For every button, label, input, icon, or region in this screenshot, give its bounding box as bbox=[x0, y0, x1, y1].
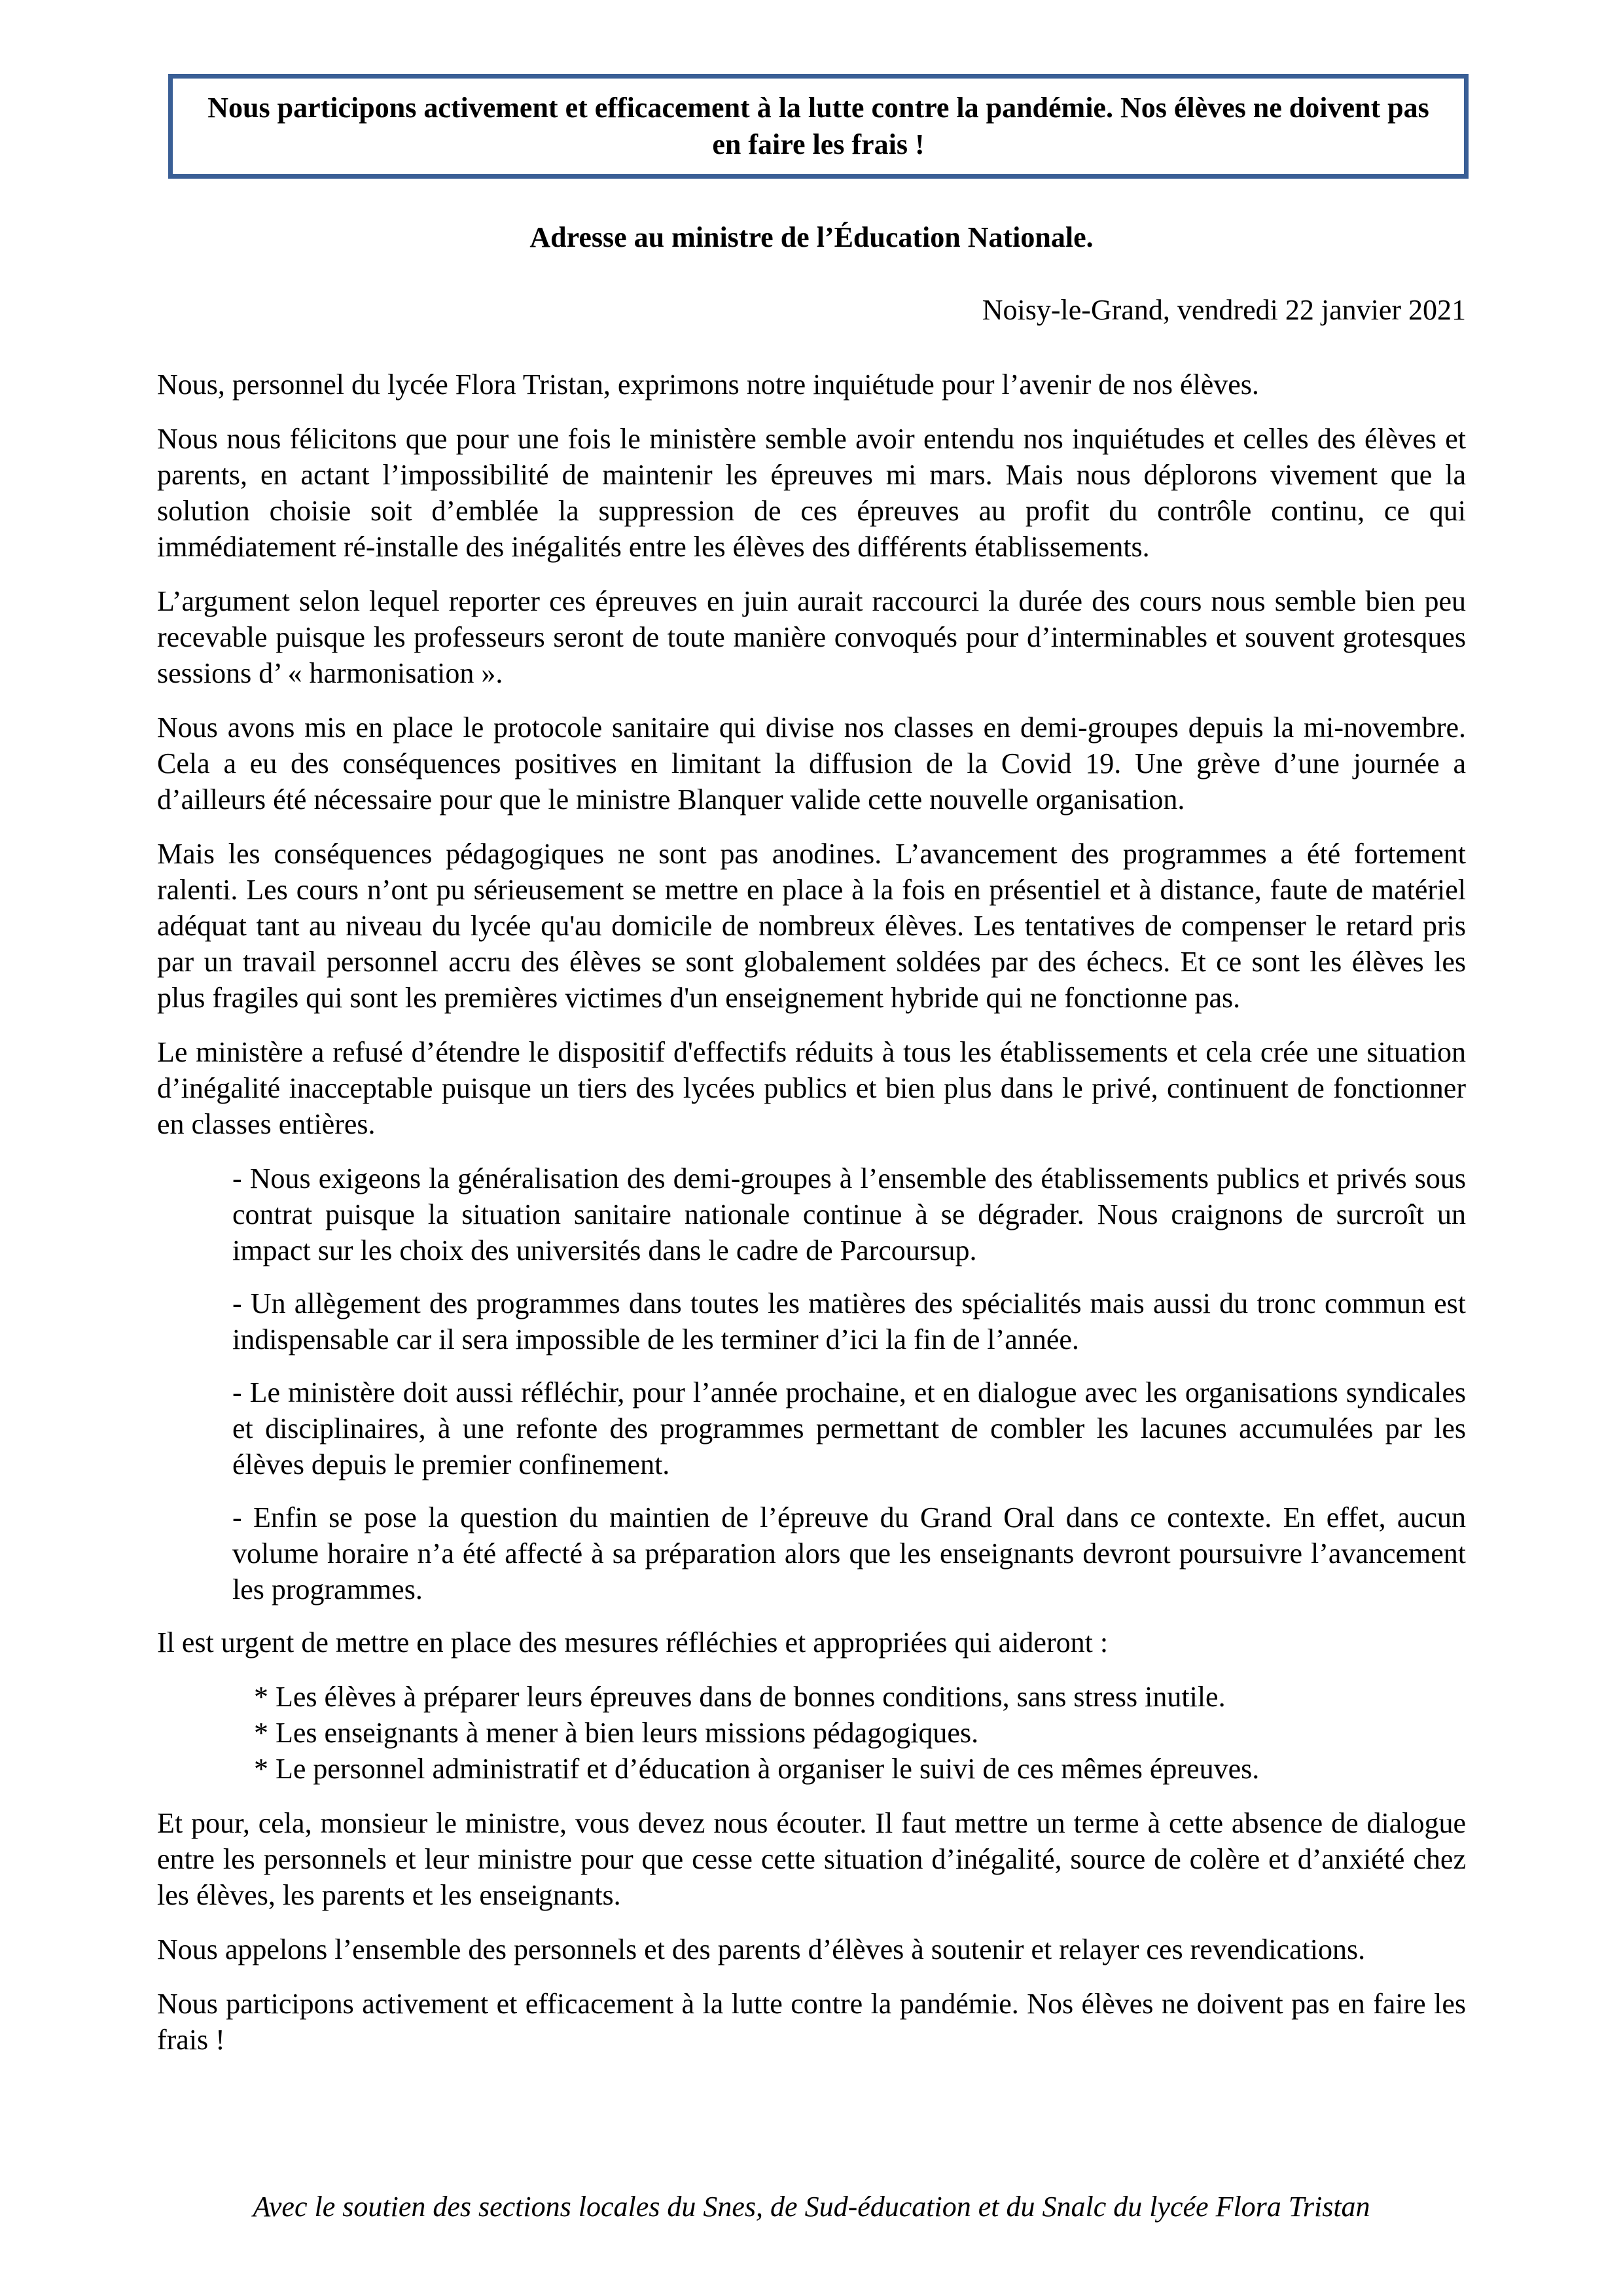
place-and-date: Noisy-le-Grand, vendredi 22 janvier 2021 bbox=[982, 294, 1466, 326]
paragraph-june-argument: L’argument selon lequel reporter ces épreuves en juin aurait raccourci la durée des cours nous semble bien peu recevable puisque les professeurs seront de toute manière convoqués pour d’interminables et souvent grotesques sessions d’ « harmonisation ». bbox=[157, 585, 1466, 689]
banner-box bbox=[168, 74, 1469, 179]
demand-item: - Nous exigeons la généralisation des demi-groupes à l’ensemble des établissements publics et privés sous contrat puisque la situation sanitaire nationale continue à se dégrader. Nous craignons de surcroît un impact sur les choix des universités dans le cadre de Parcoursup. bbox=[232, 1162, 1466, 1266]
list-item: * Le personnel administratif et d’éducation à organiser le suivi de ces mêmes épreuves. bbox=[254, 1753, 1260, 1785]
paragraph-pedagogical-consequences: Mais les conséquences pédagogiques ne sont pas anodines. L’avancement des programmes a été fortement ralenti. Les cours n’ont pu sérieusement se mettre en place à la fois en présentiel et à distance, faute de matériel adéquat tant au niveau du lycée qu'au domicile de nombreux élèves. Les tentatives de compenser le retard pris par un travail personnel accru des élèves se sont globalement soldées par des échecs. Et ce sont les élèves les plus fragiles qui sont les premières victimes d'un enseignement hybride qui ne fonctionne pas. bbox=[157, 838, 1466, 1014]
paragraph-health-protocol: Nous avons mis en place le protocole sanitaire qui divise nos classes en demi-groupes depuis la mi-novembre. Cela a eu des conséquences positives en limitant la diffusion de la Covid 19. Une grève d’une journée a d’ailleurs été nécessaire pour que le ministre Blanquer valide cette nouvelle organisation. bbox=[157, 711, 1466, 816]
paragraph-intro: Nous, personnel du lycée Flora Tristan, exprimons notre inquiétude pour l’avenir de nos élèves. bbox=[157, 368, 1259, 401]
letter-subtitle: Adresse au ministre de l’Éducation Nationale. bbox=[529, 221, 1094, 253]
paragraph-measures-lead: Il est urgent de mettre en place des mesures réfléchies et appropriées qui aideront : bbox=[157, 1626, 1109, 1659]
list-item: * Les élèves à préparer leurs épreuves dans de bonnes conditions, sans stress inutile. bbox=[254, 1681, 1226, 1713]
demand-item: - Le ministère doit aussi réfléchir, pour l’année prochaine, et en dialogue avec les organisations syndicales et disciplinaires, à une refonte des programmes permettant de combler les lacunes accumulées par les élèves depuis le premier confinement. bbox=[232, 1376, 1466, 1480]
letter-body bbox=[157, 367, 1466, 2076]
paragraph-inequality: Le ministère a refusé d’étendre le dispositif d'effectifs réduits à tous les établissements et cela crée une situation d’inégalité inacceptable puisque un tiers des lycées publics et bien plus dans le privé, continuent de fonctionner en classes entières. bbox=[157, 1036, 1466, 1140]
demand-item: - Enfin se pose la question du maintien de l’épreuve du Grand Oral dans ce contexte. En effet, aucun volume horaire n’a été affecté à sa préparation alors que les enseignants devront poursuivre l’avancement les programmes. bbox=[232, 1501, 1466, 1605]
paragraph-call-to-action: Nous appelons l’ensemble des personnels et des parents d’élèves à soutenir et relayer ces revendications. bbox=[157, 1933, 1366, 1965]
paragraph-closing: Nous participons activement et efficacement à la lutte contre la pandémie. Nos élèves ne doivent pas en faire les frais ! bbox=[157, 1988, 1466, 2056]
banner-title: Nous participons activement et efficacement à la lutte contre la pandémie. Nos élèves ne doivent pas en faire les frais ! bbox=[207, 92, 1429, 160]
demand-item: - Un allègement des programmes dans toutes les matières des spécialités mais aussi du tronc commun est indispensable car il sera impossible de les terminer d’ici la fin de l’année. bbox=[232, 1287, 1466, 1355]
paragraph-minister-listen: Et pour, cela, monsieur le ministre, vous devez nous écouter. Il faut mettre un terme à cette absence de dialogue entre les personnels et leur ministre pour que cesse cette situation d’inégalité, source de colère et d’anxiété chez les élèves, les parents et les enseignants. bbox=[157, 1807, 1466, 1911]
measures-list bbox=[254, 1679, 1466, 1787]
list-item: * Les enseignants à mener à bien leurs missions pédagogiques. bbox=[254, 1717, 979, 1749]
signature-line: Avec le soutien des sections locales du Snes, de Sud-éducation et du Snalc du lycée Flora Tristan bbox=[253, 2191, 1370, 2223]
paragraph-exams-cancelled: Nous nous félicitons que pour une fois le ministère semble avoir entendu nos inquiétudes et celles des élèves et parents, en actant l’impossibilité de maintenir les épreuves mi mars. Mais nous déplorons vivement que la solution choisie soit d’emblée la suppression de ces épreuves au profit du contrôle continu, ce qui immédiatement ré-installe des inégalités entre les élèves des différents établissements. bbox=[157, 423, 1466, 563]
